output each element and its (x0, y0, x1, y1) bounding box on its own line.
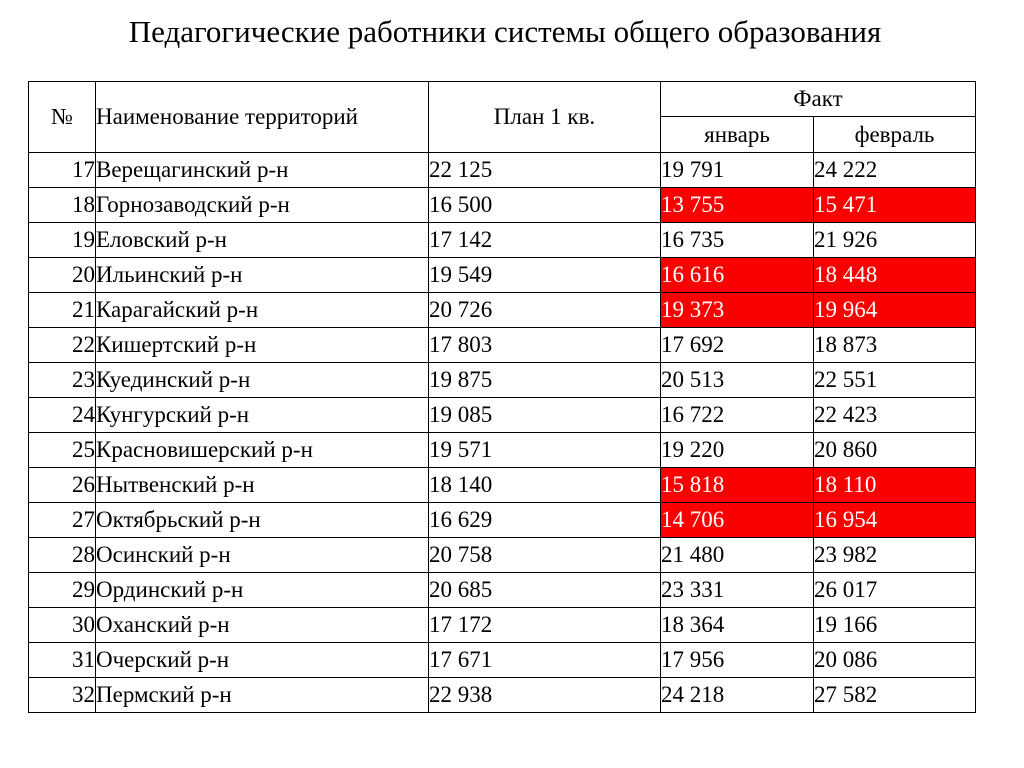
cell-territory: Кишертский р-н (96, 328, 429, 363)
cell-plan: 20 726 (429, 293, 661, 328)
table-row (29, 678, 976, 713)
cell-number: 23 (29, 363, 96, 398)
cell-number: 18 (29, 188, 96, 223)
cell-territory: Ильинский р-н (96, 258, 429, 293)
cell-territory: Куединский р-н (96, 363, 429, 398)
cell-plan: 16 500 (429, 188, 661, 223)
cell-number: 21 (29, 293, 96, 328)
cell-number: 31 (29, 643, 96, 678)
cell-number: 25 (29, 433, 96, 468)
cell-plan: 20 685 (429, 573, 661, 608)
table-row (29, 223, 976, 258)
table-header (29, 82, 976, 153)
cell-territory: Оханский р-н (96, 608, 429, 643)
cell-number: 27 (29, 503, 96, 538)
cell-january: 24 218 (661, 678, 814, 713)
cell-territory: Ординский р-н (96, 573, 429, 608)
cell-january: 16 735 (661, 223, 814, 258)
cell-plan: 19 085 (429, 398, 661, 433)
table-row (29, 153, 976, 188)
cell-number: 17 (29, 153, 96, 188)
cell-number: 30 (29, 608, 96, 643)
cell-january: 20 513 (661, 363, 814, 398)
cell-territory: Верещагинский р-н (96, 153, 429, 188)
cell-january: 16 616 (661, 258, 814, 293)
header-february: февраль (814, 117, 976, 153)
cell-january: 14 706 (661, 503, 814, 538)
cell-january: 18 364 (661, 608, 814, 643)
cell-territory: Нытвенский р-н (96, 468, 429, 503)
table-row (29, 363, 976, 398)
table-row (29, 538, 976, 573)
table-row (29, 573, 976, 608)
cell-february: 26 017 (814, 573, 976, 608)
table-row (29, 328, 976, 363)
cell-plan: 17 803 (429, 328, 661, 363)
cell-plan: 20 758 (429, 538, 661, 573)
cell-territory: Очерский р-н (96, 643, 429, 678)
cell-february: 16 954 (814, 503, 976, 538)
table-row (29, 258, 976, 293)
cell-february: 27 582 (814, 678, 976, 713)
cell-territory: Еловский р-н (96, 223, 429, 258)
cell-number: 19 (29, 223, 96, 258)
cell-january: 19 791 (661, 153, 814, 188)
header-january: январь (661, 117, 814, 153)
cell-january: 17 956 (661, 643, 814, 678)
cell-january: 17 692 (661, 328, 814, 363)
header-territory: Наименование территорий (96, 82, 429, 153)
cell-number: 26 (29, 468, 96, 503)
cell-january: 15 818 (661, 468, 814, 503)
cell-february: 22 551 (814, 363, 976, 398)
cell-territory: Пермский р-н (96, 678, 429, 713)
cell-number: 28 (29, 538, 96, 573)
header-number: № (29, 82, 96, 153)
table-row (29, 398, 976, 433)
cell-number: 29 (29, 573, 96, 608)
cell-territory: Осинский р-н (96, 538, 429, 573)
cell-territory: Октябрьский р-н (96, 503, 429, 538)
cell-plan: 22 938 (429, 678, 661, 713)
cell-february: 24 222 (814, 153, 976, 188)
cell-january: 23 331 (661, 573, 814, 608)
cell-plan: 22 125 (429, 153, 661, 188)
cell-territory: Кунгурский р-н (96, 398, 429, 433)
cell-plan: 17 172 (429, 608, 661, 643)
cell-february: 18 110 (814, 468, 976, 503)
cell-february: 19 166 (814, 608, 976, 643)
table-row (29, 433, 976, 468)
cell-february: 18 873 (814, 328, 976, 363)
header-fact: Факт (661, 82, 976, 117)
cell-february: 20 860 (814, 433, 976, 468)
cell-territory: Карагайский р-н (96, 293, 429, 328)
cell-january: 21 480 (661, 538, 814, 573)
table-row (29, 468, 976, 503)
cell-february: 20 086 (814, 643, 976, 678)
cell-number: 32 (29, 678, 96, 713)
cell-february: 22 423 (814, 398, 976, 433)
cell-january: 13 755 (661, 188, 814, 223)
cell-plan: 19 875 (429, 363, 661, 398)
table-row (29, 608, 976, 643)
cell-plan: 19 571 (429, 433, 661, 468)
cell-number: 20 (29, 258, 96, 293)
table-body (29, 153, 976, 713)
cell-plan: 17 142 (429, 223, 661, 258)
cell-february: 19 964 (814, 293, 976, 328)
table-row (29, 188, 976, 223)
table-row (29, 643, 976, 678)
cell-plan: 18 140 (429, 468, 661, 503)
data-table (28, 81, 976, 713)
cell-february: 18 448 (814, 258, 976, 293)
cell-number: 22 (29, 328, 96, 363)
cell-territory: Красновишерский р-н (96, 433, 429, 468)
cell-january: 19 220 (661, 433, 814, 468)
header-plan: План 1 кв. (429, 82, 661, 153)
cell-plan: 19 549 (429, 258, 661, 293)
cell-january: 16 722 (661, 398, 814, 433)
cell-february: 23 982 (814, 538, 976, 573)
cell-plan: 17 671 (429, 643, 661, 678)
cell-february: 21 926 (814, 223, 976, 258)
page-title: Педагогические работники системы общего образования (128, 14, 882, 49)
cell-territory: Горнозаводский р-н (96, 188, 429, 223)
cell-number: 24 (29, 398, 96, 433)
cell-plan: 16 629 (429, 503, 661, 538)
table-row (29, 293, 976, 328)
cell-january: 19 373 (661, 293, 814, 328)
table-row (29, 503, 976, 538)
cell-february: 15 471 (814, 188, 976, 223)
